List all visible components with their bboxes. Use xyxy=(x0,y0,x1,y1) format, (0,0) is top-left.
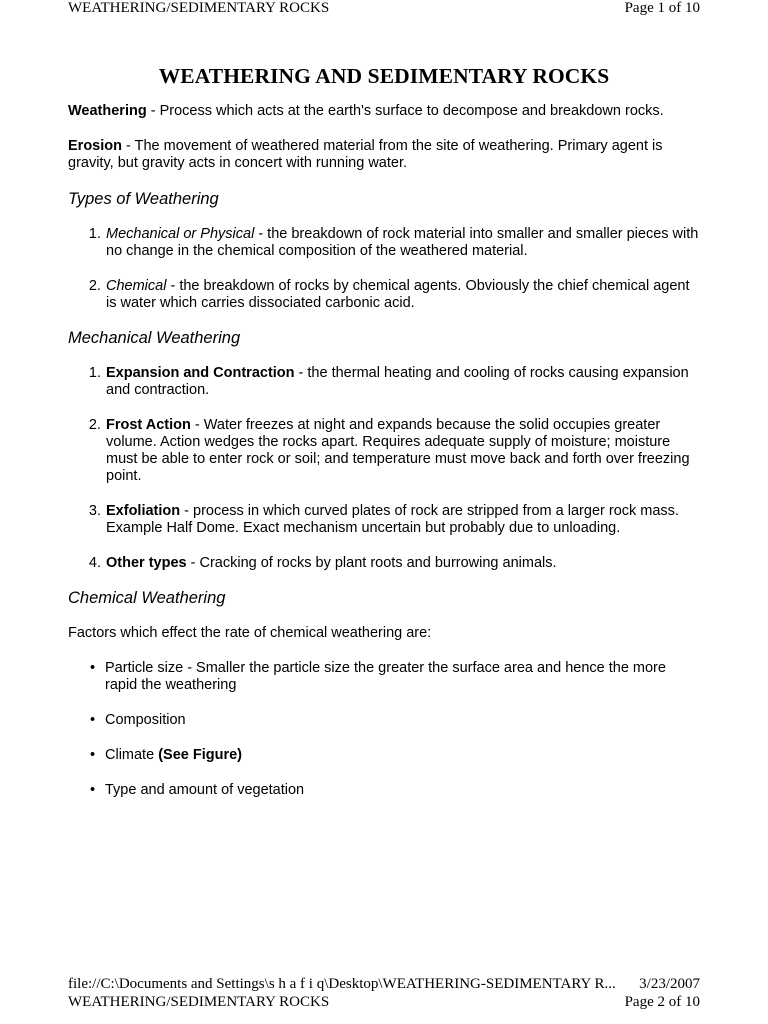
section-heading-mechanical: Mechanical Weathering xyxy=(68,329,241,347)
item-text: - Cracking of rocks by plant roots and burrowing animals. xyxy=(186,555,557,571)
list-item xyxy=(105,278,700,312)
item-term: Frost Action xyxy=(106,417,191,433)
bullet-item: • Composition xyxy=(105,712,700,729)
bullet-item xyxy=(105,747,700,764)
item-text: - the breakdown of rocks by chemical agents. Obviously the chief chemical agent is water which carries dissociated carbonic acid. xyxy=(106,278,690,311)
item-text: - the breakdown of rock material into smaller and smaller pieces with no change in the chemical composition of the weathered material. xyxy=(106,226,699,259)
header-page-number: Page 2 of 10 xyxy=(624,994,700,1010)
footer-date: 3/23/2007 xyxy=(639,976,700,992)
definition-weathering xyxy=(68,103,700,120)
item-term: Exfoliation xyxy=(106,503,181,519)
see-figure-link[interactable]: (See Figure) xyxy=(158,747,242,763)
definition-text: - Process which acts at the earth's surface to decompose and breakdown rocks. xyxy=(146,103,664,119)
list-item xyxy=(105,555,700,572)
page-header xyxy=(68,0,700,17)
mechanical-list xyxy=(68,365,700,572)
bullet-item: • Type and amount of vegetation xyxy=(105,782,700,799)
list-item xyxy=(105,365,700,399)
definition-term: Weathering xyxy=(68,103,147,119)
definition-erosion xyxy=(68,138,700,172)
document-title: WEATHERING AND SEDIMENTARY ROCKS xyxy=(158,64,610,88)
item-text: - Water freezes at night and expands because the solid occupies greater volume. Action wedges the rocks apart. Requires adequate supply of moisture; moisture must be able to enter rock or soil; and temperature must move back and forth over freezing point. xyxy=(106,417,690,484)
factors-list xyxy=(68,660,700,799)
climate-label: Climate xyxy=(105,747,159,763)
footer-file-path: file://C:\Documents and Settings\s h a f i q\Desktop\WEATHERING-SEDIMENTARY R... xyxy=(68,976,616,992)
next-page-header xyxy=(68,994,700,1011)
list-item xyxy=(105,417,700,485)
section-heading-chemical: Chemical Weathering xyxy=(68,589,226,607)
bullet-item: • Particle size - Smaller the particle size the greater the surface area and hence the more rapid the weathering xyxy=(105,660,700,694)
page-footer xyxy=(68,976,700,993)
item-term: Other types xyxy=(106,555,187,571)
list-item xyxy=(105,226,700,260)
types-list xyxy=(68,226,700,312)
item-term: Chemical xyxy=(106,278,167,294)
header-page-number: Page 1 of 10 xyxy=(624,0,700,16)
item-text: - process in which curved plates of rock are stripped from a larger rock mass. Example Half Dome. Exact mechanism uncertain but probably due to unloading. xyxy=(106,503,679,536)
header-title: WEATHERING/SEDIMENTARY ROCKS xyxy=(68,994,330,1010)
definition-term: Erosion xyxy=(68,138,122,154)
item-text: - the thermal heating and cooling of rocks causing expansion and contraction. xyxy=(106,365,689,398)
item-term: Expansion and Contraction xyxy=(106,365,295,381)
header-title: WEATHERING/SEDIMENTARY ROCKS xyxy=(68,0,330,16)
definition-text: - The movement of weathered material from the site of weathering. Primary agent is gravity, but gravity acts in concert with running water. xyxy=(68,138,663,171)
item-term: Mechanical or Physical xyxy=(106,226,255,242)
document-body xyxy=(68,60,700,817)
chemical-intro: Factors which effect the rate of chemical weathering are: xyxy=(68,625,432,641)
list-item xyxy=(105,503,700,537)
section-heading-types: Types of Weathering xyxy=(68,190,219,208)
